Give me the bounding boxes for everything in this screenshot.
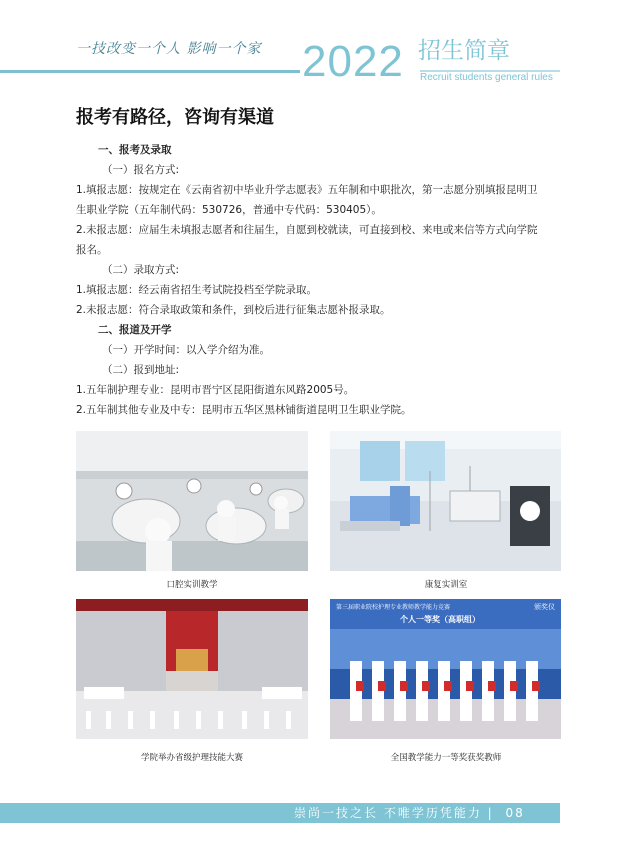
award-subtitle-text: 个人一等奖（高职组） [400,615,480,624]
header-slogan: 一技改变一个人 影响一个家 [76,41,262,57]
footer-separator: | [487,806,494,820]
award-banner-text: 第三届职业院校护理专业教师教学能力竞赛 [336,604,451,611]
subsection-heading: （一）报名方式: [102,164,180,176]
photo-caption: 口腔实训教学 [166,580,218,590]
footer-text [294,803,525,823]
subsection-heading: （二）报到地址: [102,364,180,376]
body-text [76,140,568,420]
dental-training-photo [76,431,308,571]
subsection-heading: （一）开学时间：以入学介绍为准。 [102,344,270,356]
header-subtitle: Recruit students general rules [420,72,553,83]
paragraph-line: 1.五年制护理专业：昆明市晋宁区昆阳街道东风路2005号。 [76,384,355,396]
subsection-heading: （二）录取方式: [102,264,180,276]
paragraph-line: 1.填报志愿：经云南省招生考试院投档至学院录取。 [76,284,318,296]
header-year: 2022 [302,37,404,86]
paragraph-line: 2.未报志愿：应届生未填报志愿者和往届生，自愿到校就读，可直接到校、来电或来信等方式向学院 [76,224,538,236]
paragraph-line: 2.未报志愿：符合录取政策和条件，到校后进行征集志愿补报录取。 [76,304,391,316]
photo-caption: 康复实训室 [424,580,468,590]
award-ceremony-text: 颁奖仪 [534,603,555,611]
photo-caption: 学院举办省级护理技能大赛 [140,753,243,763]
footer-slogan: 崇尚一技之长 不唯学历凭能力 [294,806,482,820]
page-number: 08 [505,806,525,820]
rehab-room-photo [330,431,561,571]
paragraph-line: 生职业学院（五年制代码：530726，普通中专代码：530405）。 [76,204,382,216]
page-title: 报考有路径，咨询有渠道 [76,107,274,128]
award-teachers-photo [330,599,561,739]
header-divider [0,70,300,73]
header-title: 招生简章 [418,38,510,64]
section-heading: 一、报考及录取 [98,144,172,156]
section-heading: 二、报道及开学 [98,324,172,336]
paragraph-line: 2.五年制其他专业及中专：昆明市五华区黑林铺街道昆明卫生职业学院。 [76,404,412,416]
photo-caption: 全国教学能力一等奖获奖教师 [390,753,502,763]
paragraph-line: 报名。 [76,244,108,256]
paragraph-line: 1.填报志愿：按规定在《云南省初中毕业升学志愿表》五年制和中职批次，第一志愿分别填报昆明卫 [76,184,538,196]
nursing-contest-photo [76,599,308,739]
